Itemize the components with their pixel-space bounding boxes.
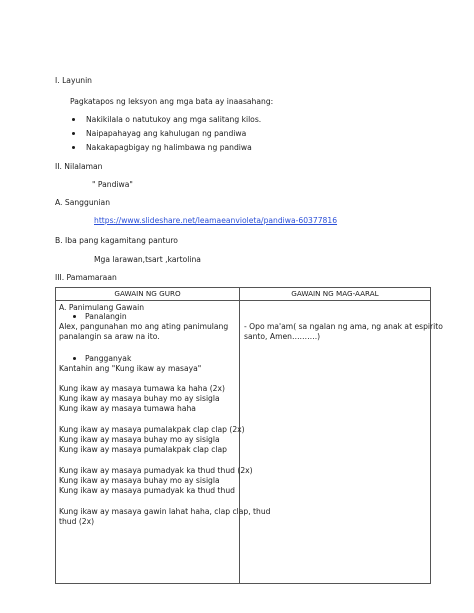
section-nilalaman-heading: II. Nilalaman: [55, 162, 103, 171]
student-column-header: GAWAIN NG MAG-AARAL: [240, 288, 431, 301]
teacher-line: Pangganyak: [85, 354, 132, 363]
student-activity-cell: [240, 301, 443, 584]
table-header-row: [56, 288, 431, 301]
reference-link[interactable]: https://www.slideshare.net/leamaeanvioleta/pandiwa-60377816: [94, 216, 338, 225]
teacher-line: Kung ikaw ay masaya pumadyak ka thud thud (2x): [59, 466, 253, 475]
objectives-intro: Pagkatapos ng leksyon ang mga bata ay inaasahang:: [70, 97, 274, 106]
section-pamamaraan-heading: III. Pamamaraan: [55, 273, 117, 282]
teacher-line: A. Panimulang Gawain: [59, 303, 145, 312]
teacher-line: Kung ikaw ay masaya pumadyak ka thud thud: [59, 486, 235, 495]
teacher-line: Kantahin ang "Kung ikaw ay masaya": [59, 364, 202, 373]
bullet-icon: [73, 315, 76, 318]
teacher-activity-cell: [56, 301, 271, 584]
teacher-line: Kung ikaw ay masaya buhay mo ay sisigla: [59, 476, 220, 485]
section-layunin-heading: I. Layunin: [55, 76, 92, 85]
teacher-line: Kung ikaw ay masaya pumalakpak clap clap (2x): [59, 425, 245, 434]
teacher-line: Alex, pangunahan mo ang ating panimulang: [59, 322, 229, 331]
bullet-icon: [72, 118, 75, 121]
student-line: - Opo ma'am( sa ngalan ng ama, ng anak at espirito: [244, 322, 443, 331]
student-line: santo, Amen……….): [244, 332, 321, 341]
teacher-line: Kung ikaw ay masaya tumawa ka haha (2x): [59, 384, 225, 393]
teacher-line: Kung ikaw ay masaya gawin lahat haha, clap clap, thud: [59, 507, 271, 516]
teacher-line: Kung ikaw ay masaya buhay mo ay sisigla: [59, 435, 220, 444]
teacher-line: Kung ikaw ay masaya pumalakpak clap clap: [59, 445, 227, 454]
teacher-line: Kung ikaw ay masaya tumawa haha: [59, 404, 196, 413]
objective-item: Nakikilala o natutukoy ang mga salitang kilos.: [86, 115, 262, 124]
materials-text: Mga larawan,tsart ,kartolina: [94, 255, 201, 264]
section-sanggunian-heading: A. Sanggunian: [55, 198, 111, 207]
table-row: [56, 301, 431, 584]
procedure-table: [55, 287, 443, 584]
topic-title: " Pandiwa": [92, 180, 133, 189]
teacher-line: Panalangin: [85, 312, 127, 321]
teacher-column-header: GAWAIN NG GURO: [56, 288, 240, 301]
bullet-icon: [72, 146, 75, 149]
teacher-line: thud (2x): [59, 517, 95, 526]
section-kagamitan-heading: B. Iba pang kagamitang panturo: [55, 236, 178, 245]
teacher-line: panalangin sa araw na ito.: [59, 332, 160, 341]
objective-item: Nakakapagbigay ng halimbawa ng pandiwa: [86, 143, 252, 152]
teacher-line: Kung ikaw ay masaya buhay mo ay sisigla: [59, 394, 220, 403]
bullet-icon: [72, 132, 75, 135]
objective-item: Naipapahayag ang kahulugan ng pandiwa: [86, 129, 247, 138]
bullet-icon: [73, 357, 76, 360]
